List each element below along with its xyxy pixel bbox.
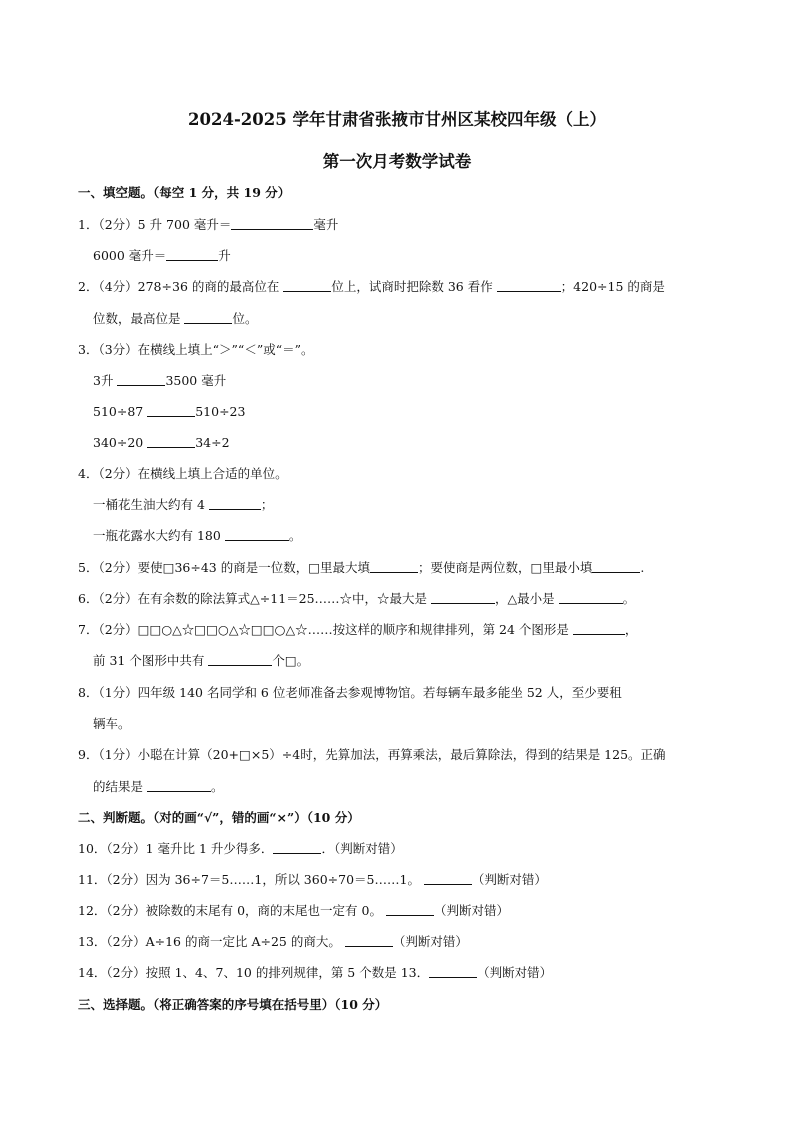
exam-title-line1: 2024-2025 学年甘肃省张掖市甘州区某校四年级（上） [188,110,606,129]
question-4-row2: 一瓶花露水大约有 180 。 [93,528,302,543]
answer-blank[interactable] [424,872,472,885]
question-6: 6．（2分）在有余数的除法算式△÷11＝25……☆中，☆最大是 ，△最小是 。 [78,591,636,606]
answer-blank[interactable] [147,779,211,792]
question-3: 3．（3分）在横线上填上“＞”“＜”或“＝”。 [78,342,314,357]
section2-heading: 二、判断题。（对的画“√”，错的画“×”）（10 分） [78,810,360,825]
answer-blank[interactable] [573,622,625,635]
answer-blank[interactable] [497,279,561,292]
question-1-part2: 6000 毫升＝ 升 [93,248,231,263]
question-8-part2: 辆车。 [93,716,131,731]
answer-blank[interactable] [209,497,261,510]
answer-blank[interactable] [592,560,640,573]
question-1: 1．（2分）5 升 700 毫升＝ 毫升 [78,217,339,232]
answer-blank[interactable] [273,841,321,854]
question-5: 5．（2分）要使□36÷43 的商是一位数，□里最大填 ；要使商是两位数，□里最小填 . [78,560,645,575]
section1-heading: 一、填空题。（每空 1 分，共 19 分） [78,185,291,200]
section3-heading: 三、选择题。（将正确答案的序号填在括号里）（10 分） [78,997,388,1012]
answer-blank[interactable] [345,934,393,947]
answer-blank[interactable] [231,217,313,230]
question-12: 12．（2分）被除数的末尾有 0，商的末尾也一定有 0。 （判断对错） [78,903,509,918]
answer-blank[interactable] [208,653,272,666]
answer-blank[interactable] [431,591,495,604]
question-2-part2: 位数，最高位是 位。 [93,311,258,326]
question-4-row1: 一桶花生油大约有 4 ； [93,497,274,512]
answer-blank[interactable] [386,903,434,916]
question-7: 7．（2分）□□○△☆□□○△☆□□○△☆……按这样的顺序和规律排列，第 24 个图形是 ， [78,622,638,637]
exam-title-line2: 第一次月考数学试卷 [322,152,472,171]
question-13: 13．（2分）A÷16 的商一定比 A÷25 的商大。 （判断对错） [78,934,468,949]
question-8: 8．（1分）四年级 140 名同学和 6 位老师准备去参观博物馆。若每辆车最多能坐 52 人，至少要租 [78,685,622,700]
question-14: 14．（2分）按照 1、4、7、10 的排列规律，第 5 个数是 13． （判断对错） [78,965,553,980]
answer-blank[interactable] [117,373,165,386]
question-9: 9．（1分）小聪在计算（20+□×5）÷4时，先算加法，再算乘法，最后算除法，得到的结果是 125。正确 [78,747,666,762]
answer-blank[interactable] [166,248,218,261]
question-11: 11．（2分）因为 36÷7＝5……1，所以 360÷70＝5……1。 （判断对错） [78,872,547,887]
answer-blank[interactable] [283,279,331,292]
answer-blank[interactable] [184,311,232,324]
answer-blank[interactable] [559,591,623,604]
question-7-part2: 前 31 个图形中共有 个□。 [93,653,310,668]
question-9-part2: 的结果是 。 [93,779,224,794]
question-3-row2: 510÷87 510÷23 [93,404,246,419]
answer-blank[interactable] [147,435,195,448]
question-3-row3: 340÷20 34÷2 [93,435,230,450]
question-3-row1: 3升 3500 毫升 [93,373,227,388]
answer-blank[interactable] [147,404,195,417]
question-4: 4．（2分）在横线上填上合适的单位。 [78,466,288,481]
question-10: 10．（2分）1 毫升比 1 升少得多． ．（判断对错） [78,841,403,856]
answer-blank[interactable] [225,528,289,541]
answer-blank[interactable] [370,560,418,573]
question-2: 2．（4分）278÷36 的商的最高位在 位上，试商时把除数 36 看作 ；420÷15 的商是 [78,279,665,294]
answer-blank[interactable] [429,965,477,978]
